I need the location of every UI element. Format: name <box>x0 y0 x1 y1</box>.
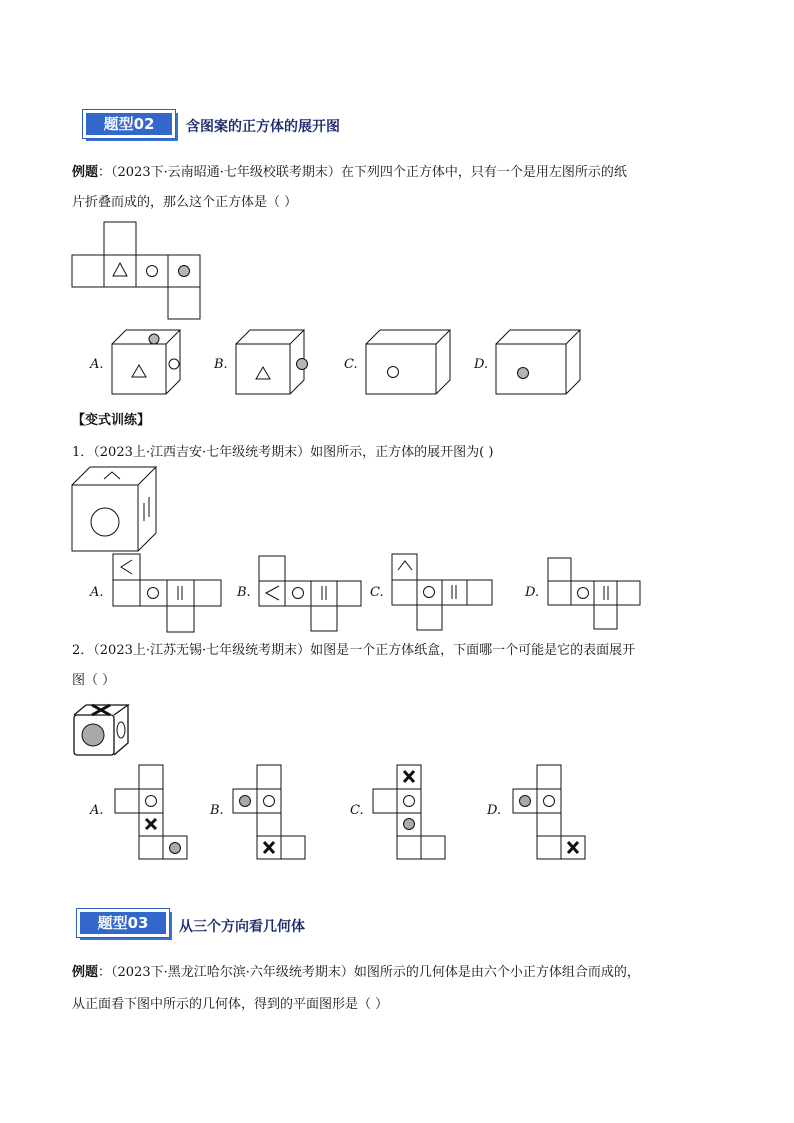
section-title: 从三个方向看几何体 <box>179 919 305 935</box>
q1-cube-figure <box>72 467 158 553</box>
empty-circle-icon <box>544 796 555 807</box>
option-d-label: D. <box>474 357 489 372</box>
q2-option-c-net <box>373 765 448 861</box>
cross-icon <box>404 771 414 782</box>
q2-option-c-label: C. <box>350 803 364 818</box>
gray-circle-icon <box>240 796 251 807</box>
example-2-paragraph <box>72 963 640 983</box>
empty-circle-icon <box>147 266 158 277</box>
practice-heading: 【变式训练】 <box>72 413 151 428</box>
q2-option-a-net <box>115 765 190 861</box>
empty-circle-icon <box>578 588 589 599</box>
option-a-cube <box>112 330 194 396</box>
empty-circle-icon <box>117 722 125 738</box>
option-c-cube <box>366 330 450 396</box>
section-title: 含图案的正方体的展开图 <box>186 119 340 135</box>
less-than-icon <box>121 560 132 574</box>
net-cell <box>168 287 200 319</box>
question-2-text-line2: 图（ ） <box>72 673 116 688</box>
gray-circle-icon <box>404 819 415 830</box>
section-badge: 题型02 <box>86 113 172 135</box>
cube-net-figure <box>72 222 204 320</box>
empty-circle-icon <box>293 588 304 599</box>
q2-option-a-label: A. <box>90 803 104 818</box>
cross-icon <box>146 819 156 829</box>
option-d-cube <box>496 330 580 396</box>
option-a-label: A. <box>90 357 104 372</box>
q1-option-a-label: A. <box>90 585 104 600</box>
triangle-icon <box>132 365 146 377</box>
bars-icon <box>604 586 608 600</box>
net-cell <box>136 255 168 287</box>
empty-circle-icon <box>388 367 399 378</box>
bars-icon <box>452 585 456 599</box>
example-text-line1: ：（2023下·云南昭通·七年级校联考期末）在下列四个正方体中，只有一个是用左图所示的纸 <box>98 165 627 180</box>
q2-option-b-label: B. <box>210 803 224 818</box>
cross-icon <box>92 705 110 715</box>
gray-circle-icon <box>179 266 190 277</box>
gray-circle-icon <box>518 368 529 379</box>
example-paragraph <box>72 163 627 183</box>
section-badge: 题型03 <box>80 912 166 934</box>
gray-circle-icon <box>297 359 308 370</box>
caret-icon <box>104 472 120 479</box>
q2-option-d-label: D. <box>487 803 502 818</box>
example-label: 例题 <box>72 165 99 180</box>
bars-icon <box>322 586 326 600</box>
option-c-label: C. <box>344 357 358 372</box>
q1-option-b-net <box>259 556 363 634</box>
empty-circle-icon <box>404 796 415 807</box>
header-badge-frame <box>76 908 170 938</box>
empty-circle-icon <box>264 796 275 807</box>
header-badge-frame <box>82 109 176 139</box>
triangle-icon <box>113 263 127 276</box>
option-b-label: B. <box>214 357 228 372</box>
q1-option-a-net <box>113 554 223 634</box>
q2-option-b-net <box>233 765 308 861</box>
caret-icon <box>398 561 412 570</box>
example-text-line2: 片折叠而成的，那么这个正方体是（ ） <box>72 195 298 210</box>
empty-circle-icon <box>424 587 435 598</box>
empty-circle-icon <box>146 796 157 807</box>
example-2-text-line2: 从正面看下图中所示的几何体，得到的平面图形是（ ） <box>72 997 389 1012</box>
option-b-cube <box>236 330 318 396</box>
q1-option-c-net <box>392 554 494 634</box>
example-label: 例题 <box>72 965 99 980</box>
gray-circle-icon <box>170 843 181 854</box>
q2-option-d-net <box>513 765 588 861</box>
cross-icon <box>264 842 274 853</box>
gray-circle-icon <box>520 796 531 807</box>
q1-option-d-label: D. <box>525 585 540 600</box>
less-than-icon <box>266 586 279 600</box>
gray-circle-icon <box>149 334 159 344</box>
q1-option-d-net <box>548 558 644 634</box>
big-circle-icon <box>91 508 119 536</box>
triangle-icon <box>256 367 270 379</box>
cross-icon <box>568 842 578 853</box>
net-cell <box>104 222 136 255</box>
bars-icon <box>178 586 182 600</box>
net-cell <box>72 255 104 287</box>
question-2-text-line1: 2．（2023上·江苏无锡·七年级统考期末）如图是一个正方体纸盒，下面哪一个可能是它的表面展开 <box>72 643 636 658</box>
q2-cube-figure <box>72 703 134 757</box>
bars-icon <box>144 497 149 521</box>
gray-circle-icon <box>82 724 104 746</box>
net-cell <box>104 255 136 287</box>
q1-option-b-label: B. <box>237 585 251 600</box>
example-2-text-line1: ：（2023下·黑龙江哈尔滨·六年级统考期末）如图所示的几何体是由六个小正方体组合而成的， <box>98 965 640 980</box>
empty-circle-icon <box>148 588 159 599</box>
empty-circle-icon <box>169 359 179 369</box>
q1-option-c-label: C. <box>370 585 384 600</box>
question-1-text: 1．（2023上·江西吉安·七年级统考期末）如图所示，正方体的展开图为( ) <box>72 445 494 460</box>
